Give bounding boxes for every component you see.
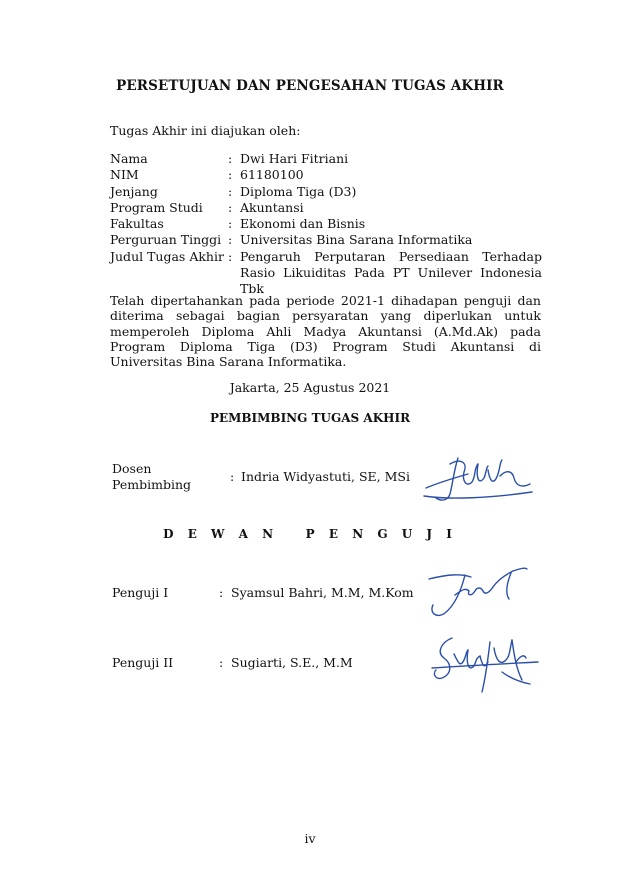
info-separator: :: [228, 151, 233, 166]
info-separator: :: [228, 199, 233, 215]
info-value: 61180100: [240, 167, 304, 183]
penguji-2-label: Penguji II: [112, 655, 174, 670]
info-value: Pengaruh Perputaran Persediaan Terhadap Rasio Likuiditas Pada PT Unilever Indonesia Tbk: [240, 248, 542, 297]
pembimbing-heading: PEMBIMBING TUGAS AKHIR: [209, 411, 411, 425]
info-label: NIM: [110, 167, 139, 183]
penguji-1-name: Syamsul Bahri, M.M, M.Kom: [231, 585, 414, 600]
pembimbing-label: [112, 461, 191, 493]
penguji-1-separator: :: [219, 585, 224, 600]
info-value: Dwi Hari Fitriani: [240, 151, 349, 166]
info-separator: :: [228, 183, 233, 199]
info-label: Nama: [110, 151, 148, 166]
pembimbing-signature: [420, 452, 540, 508]
student-info-table: [110, 151, 542, 298]
info-value: Diploma Tiga (D3): [240, 183, 357, 199]
info-row-judul: [110, 249, 542, 298]
penguji-1-signature: [425, 565, 530, 621]
info-value: Ekonomi dan Bisnis: [240, 216, 366, 232]
info-row-program-studi: [110, 200, 542, 216]
page-number: iv: [304, 831, 316, 846]
penguji-2-separator: :: [219, 655, 224, 670]
info-label: Fakultas: [110, 216, 164, 232]
info-label: Judul Tugas Akhir: [110, 248, 224, 264]
dewan-penguji-heading: D E W A N P E N G U J I: [163, 527, 457, 541]
info-label: Perguruan Tinggi: [110, 232, 222, 248]
pembimbing-name: Indria Widyastuti, SE, MSi: [241, 469, 410, 484]
info-row-nim: [110, 167, 542, 183]
info-row-nama: [110, 151, 542, 167]
intro-text: Tugas Akhir ini diajukan oleh:: [110, 123, 301, 138]
info-label: Jenjang: [110, 183, 158, 199]
penguji-2-signature: [430, 632, 542, 696]
info-separator: :: [228, 216, 233, 232]
page-title: PERSETUJUAN DAN PENGESAHAN TUGAS AKHIR: [116, 78, 504, 94]
info-separator: :: [228, 248, 233, 264]
pembimbing-label-line2: Pembimbing: [112, 477, 192, 492]
info-separator: :: [228, 167, 233, 183]
date-line: Jakarta, 25 Agustus 2021: [229, 380, 391, 395]
info-separator: :: [228, 232, 233, 248]
info-value: Universitas Bina Sarana Informatika: [240, 232, 473, 248]
penguji-2-name: Sugiarti, S.E., M.M: [231, 655, 353, 670]
info-row-perguruan-tinggi: [110, 232, 542, 248]
info-row-fakultas: [110, 216, 542, 232]
pembimbing-separator: :: [230, 469, 235, 484]
info-row-jenjang: [110, 184, 542, 200]
info-value: Akuntansi: [240, 199, 304, 215]
approval-paragraph: Telah dipertahankan pada periode 2021-1 dihadapan penguji dan diterima sebagai bagian persyaratan yang diperlukan untuk memperoleh Diploma Ahli Madya Akuntansi (A.Md.Ak) pada Program Diploma Tiga (D3) Program Studi Akuntansi di Universitas Bina Sarana Informatika.: [110, 293, 541, 370]
info-label: Program Studi: [110, 199, 203, 215]
pembimbing-label-line1: Dosen: [112, 461, 152, 476]
penguji-1-label: Penguji I: [112, 585, 169, 600]
